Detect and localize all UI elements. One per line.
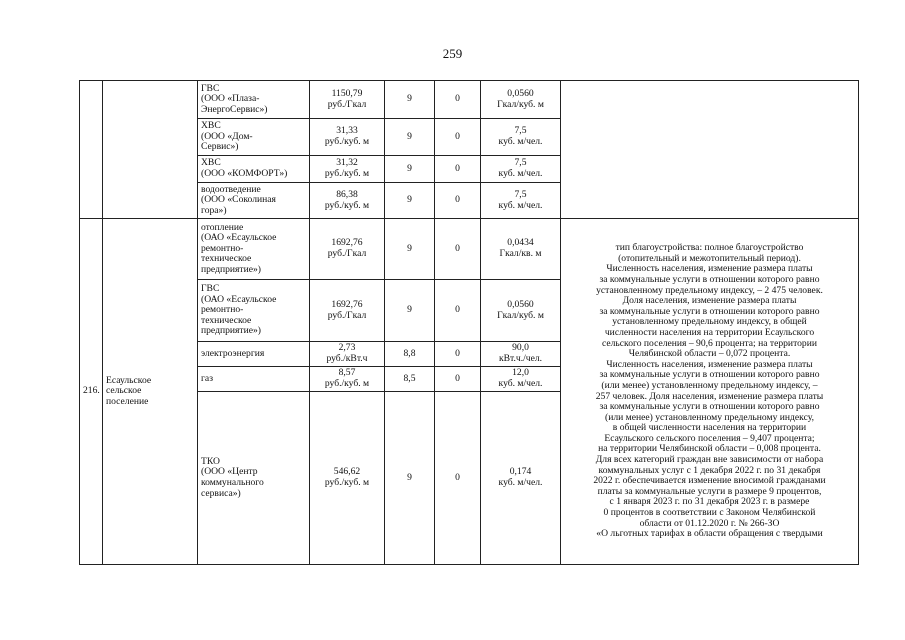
index-cell: 9 <box>385 119 435 156</box>
norm-cell: 7,5 куб. м/чел. <box>481 183 561 219</box>
service-cell: электроэнергия <box>198 342 310 367</box>
tariff-cell: 546,62 руб./куб. м <box>310 392 385 565</box>
service-cell: ХВС (ООО «КОМФОРТ») <box>198 156 310 183</box>
zero-cell: 0 <box>435 156 481 183</box>
index-cell: 9 <box>385 81 435 119</box>
service-cell: водоотведение (ООО «Соколиная гора») <box>198 183 310 219</box>
index-cell: 8,8 <box>385 342 435 367</box>
norm-cell: 0,174 куб. м/чел. <box>481 392 561 565</box>
zero-cell: 0 <box>435 367 481 392</box>
norm-cell: 90,0 кВт.ч./чел. <box>481 342 561 367</box>
tariff-cell: 1150,79 руб./Гкал <box>310 81 385 119</box>
service-cell: ТКО (ООО «Центр коммунального сервиса») <box>198 392 310 565</box>
service-cell: отопление (ОАО «Есаульское ремонтно- техническое предприятие») <box>198 219 310 280</box>
norm-cell: 7,5 куб. м/чел. <box>481 156 561 183</box>
tariff-cell: 1692,76 руб./Гкал <box>310 219 385 280</box>
service-cell: ХВС (ООО «Дом- Сервис») <box>198 119 310 156</box>
zero-cell: 0 <box>435 119 481 156</box>
index-cell: 8,5 <box>385 367 435 392</box>
zero-cell: 0 <box>435 81 481 119</box>
service-cell: ГВС (ООО «Плаза- ЭнергоСервис») <box>198 81 310 119</box>
service-cell: газ <box>198 367 310 392</box>
tariff-cell: 86,38 руб./куб. м <box>310 183 385 219</box>
tariff-cell: 1692,76 руб./Гкал <box>310 280 385 342</box>
index-cell: 9 <box>385 280 435 342</box>
norm-cell: 0,0560 Гкал/куб. м <box>481 81 561 119</box>
norm-cell: 7,5 куб. м/чел. <box>481 119 561 156</box>
zero-cell: 0 <box>435 183 481 219</box>
index-cell: 9 <box>385 183 435 219</box>
norm-cell: 12,0 куб. м/чел. <box>481 367 561 392</box>
settlement-number: 216. <box>80 219 103 565</box>
note-cell-empty <box>561 81 859 219</box>
tariff-cell: 8,57 руб./куб. м <box>310 367 385 392</box>
index-cell: 9 <box>385 219 435 280</box>
tariff-cell: 31,32 руб./куб. м <box>310 156 385 183</box>
tariff-cell: 2,73 руб./кВт.ч <box>310 342 385 367</box>
tariff-table <box>79 80 859 565</box>
settlement-cell <box>103 81 198 219</box>
zero-cell: 0 <box>435 219 481 280</box>
settlement-name: Есаульское сельское поселение <box>103 219 198 565</box>
table-row <box>80 219 859 280</box>
zero-cell: 0 <box>435 280 481 342</box>
zero-cell: 0 <box>435 342 481 367</box>
norm-cell: 0,0560 Гкал/куб. м <box>481 280 561 342</box>
tariff-cell: 31,33 руб./куб. м <box>310 119 385 156</box>
table-row <box>80 81 859 119</box>
service-cell: ГВС (ОАО «Есаульское ремонтно- техническое предприятие») <box>198 280 310 342</box>
page-number: 259 <box>442 46 463 61</box>
index-cell: 9 <box>385 156 435 183</box>
zero-cell: 0 <box>435 392 481 565</box>
note-cell: тип благоустройства: полное благоустройство (отопительный и межотопительный период). Численность населения, изменение размера платы за коммунальные услуги в отношении которого равно установленному предельному индексу, – 2 475 человек. Доля населения, изменение размера платы за коммунальные услуги в отношении которого равно установленному предельному индексу, в общей численности населения на территории Есаульского сельского поселения – 90,6 процента; на территории Челябинской области – 0,072 процента. Численность населения, изменение размера платы за коммунальные услуги в отношении которого равно (или менее) установленному предельному индексу, – 257 человек. Доля населения, изменение размера платы за коммунальные услуги в отношении которого равно (или менее) установленному предельному индексу, в общей численности населения на территории Есаульского сельского поселения – 9,407 процента; на территории Челябинской области – 0,008 процента. Для всех категорий граждан вне зависимости от набора коммунальных услуг с 1 декабря 2022 г. по 31 декабря 2022 г. обеспечивается изменение вносимой гражданами платы за коммунальные услуги в размере 9 процентов, с 1 января 2023 г. по 31 декабря 2023 г. в размере 0 процентов в соответствии с Законом Челябинской области от 01.12.2020 г. № 266-ЗО «О льготных тарифах в области обращения с твердыми <box>561 219 859 565</box>
norm-cell: 0,0434 Гкал/кв. м <box>481 219 561 280</box>
number-cell <box>80 81 103 219</box>
index-cell: 9 <box>385 392 435 565</box>
